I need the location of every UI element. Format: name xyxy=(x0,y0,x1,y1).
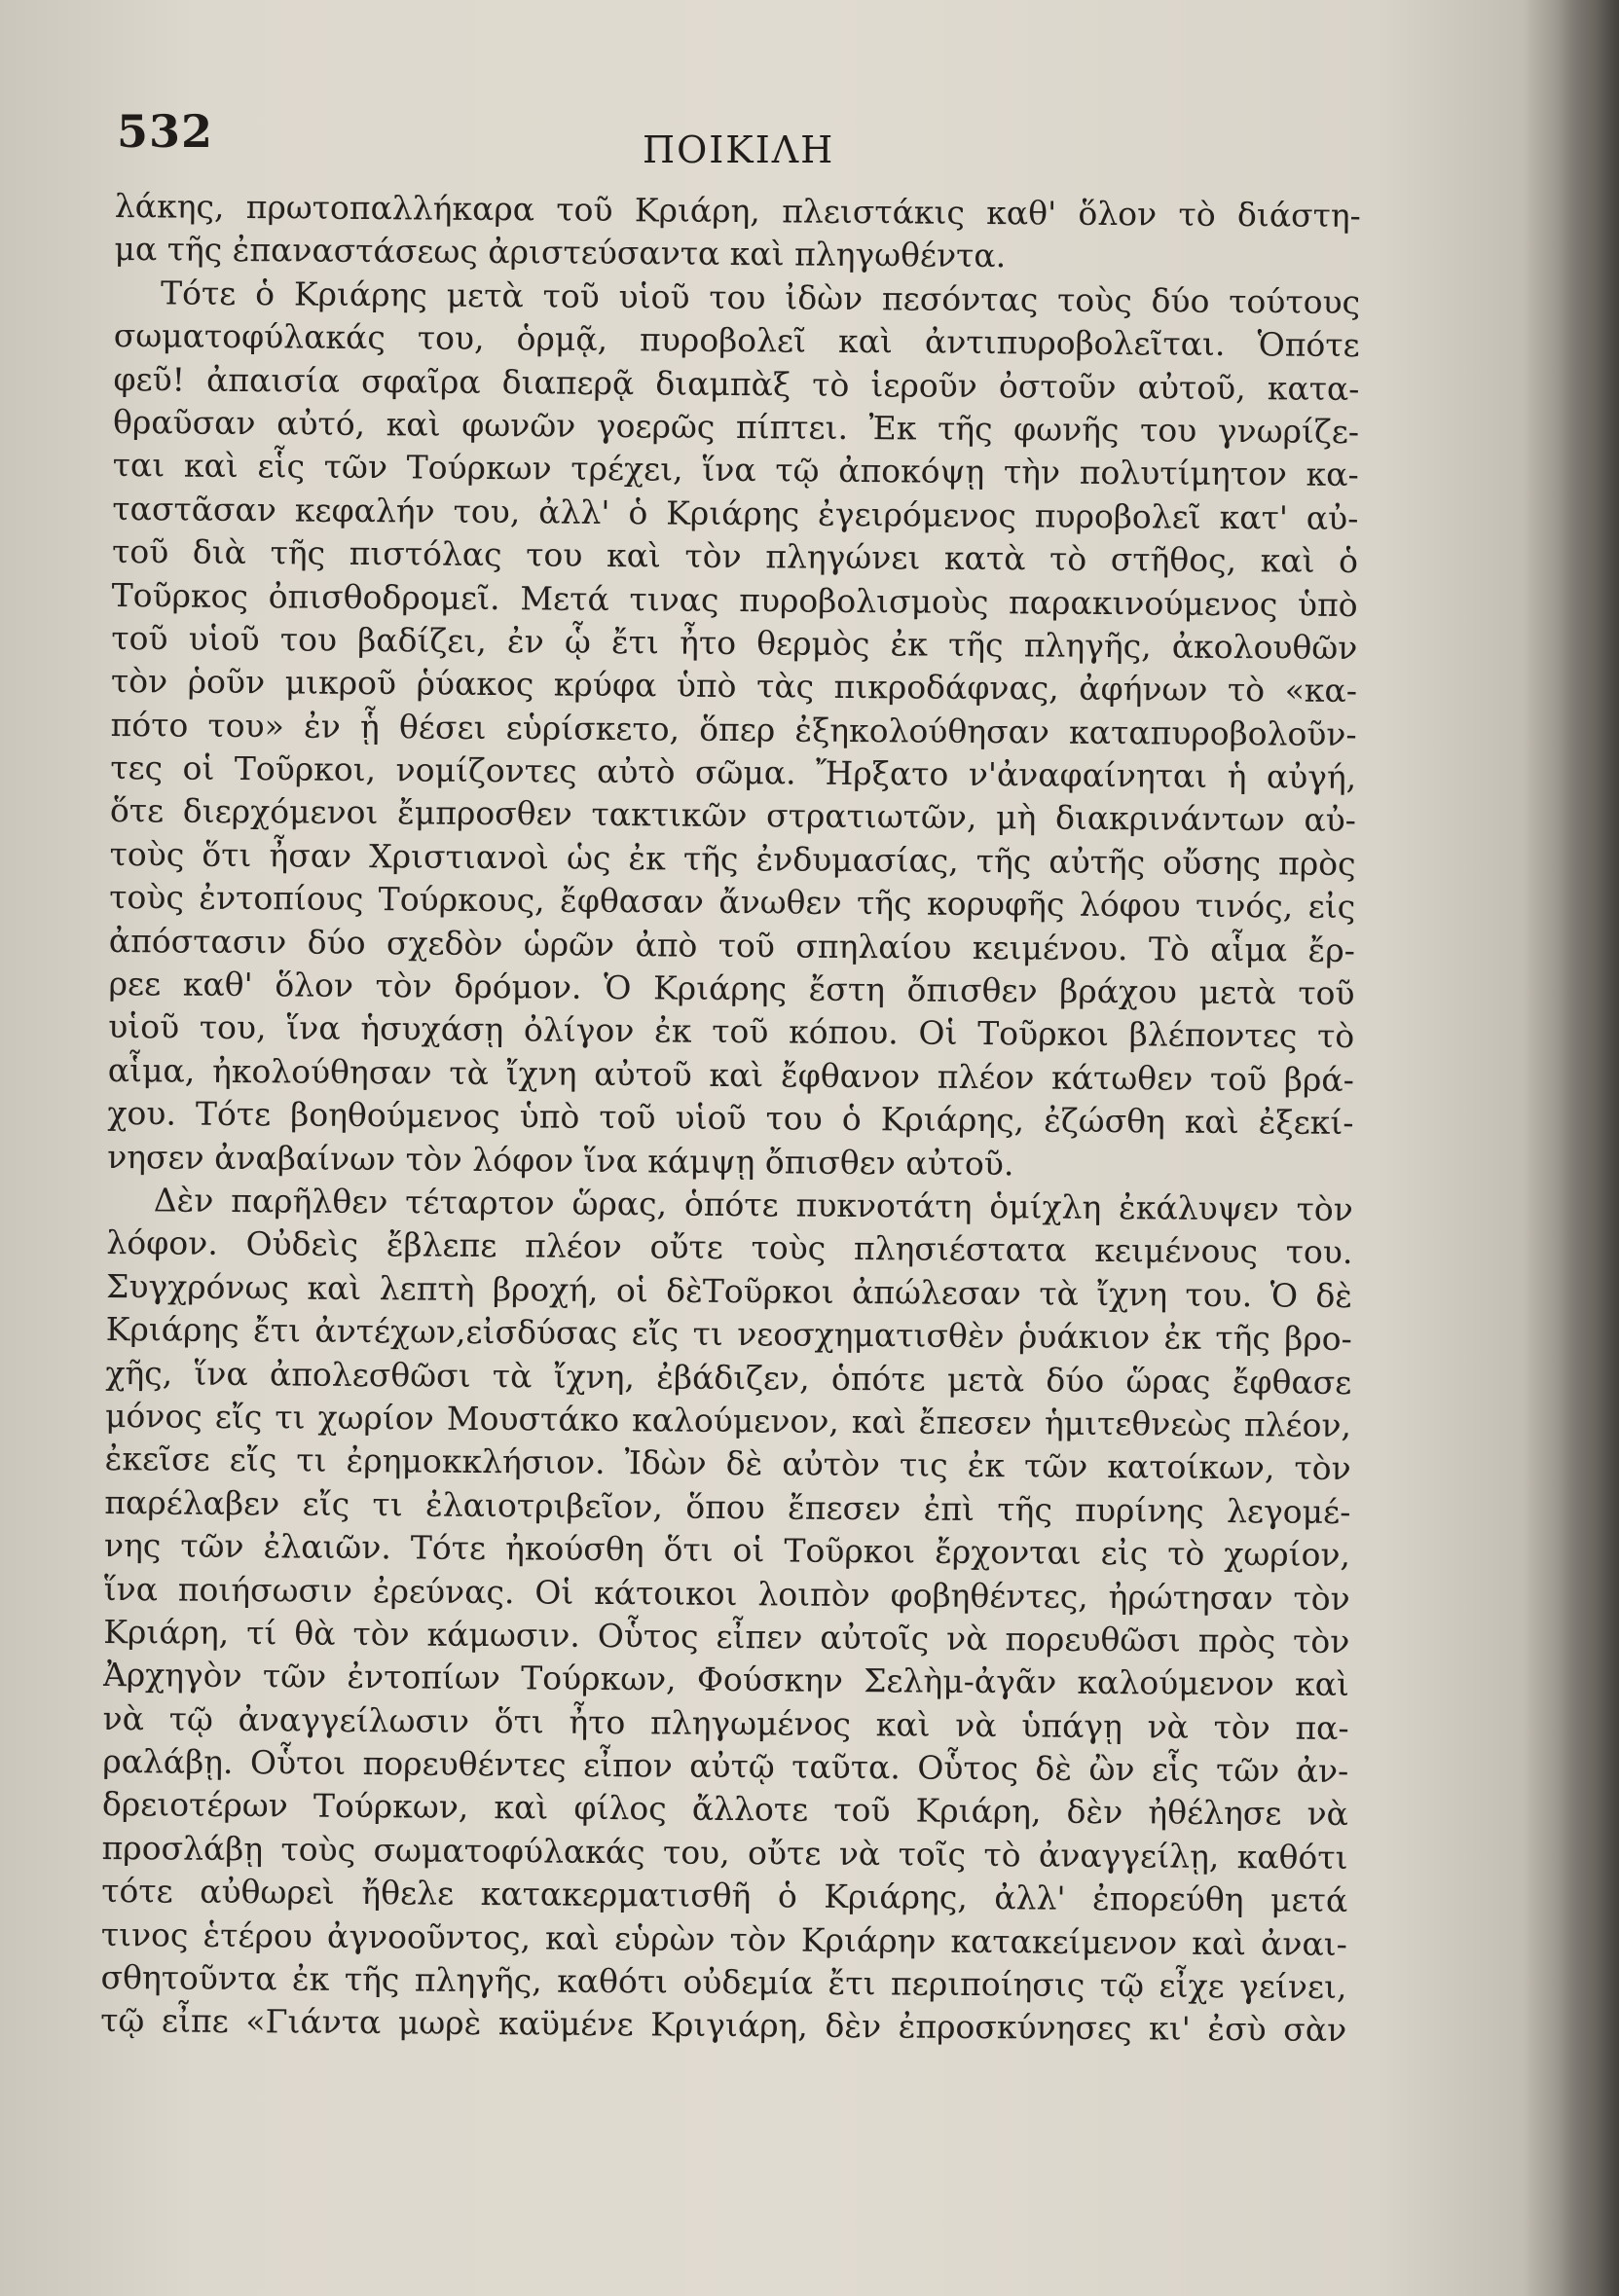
text-line: υἱοῦ του, ἵνα ἡσυχάσῃ ὀλίγον ἐκ τοῦ κόπου. Οἱ Τοῦρκοι βλέποντες τὸ xyxy=(108,1007,1355,1056)
text-line: τες οἱ Τοῦρκοι, νομίζοντες αὐτὸ σῶμα. Ἤρξατο ν'ἀναφαίνηται ἡ αὐγή, xyxy=(110,748,1357,797)
text-line: Τοῦρκος ὀπισθοδρομεῖ. Μετά τινας πυροβολισμοὺς παρακινούμενος ὑπὸ xyxy=(111,575,1358,624)
text-line: νὰ τῷ ἀναγγείλωσιν ὅτι ἦτο πληγωμένος καὶ νὰ ὑπάγῃ νὰ τὸν πα- xyxy=(102,1698,1349,1747)
text-line: τοὺς ἐντοπίους Τούρκους, ἔφθασαν ἄνωθεν τῆς κορυφῆς λόφου τινός, εἰς xyxy=(109,878,1356,927)
text-line: τῷ εἶπε «Γιάντα μωρὲ καϋμένε Κριγιάρη, δὲν ἐπροσκύνησες κι' ἐσὺ σὰν xyxy=(100,2001,1347,2050)
text-line: Τότε ὁ Κριάρης μετὰ τοῦ υἱοῦ του ἰδὼν πεσόντας τοὺς δύο τούτους xyxy=(160,273,1361,321)
text-line: προσλάβῃ τοὺς σωματοφύλακάς του, οὔτε νὰ τοῖς τὸ ἀναγγείλῃ, καθότι xyxy=(101,1828,1348,1877)
text-line: αἷμα, ἠκολούθησαν τὰ ἴχνη αὐτοῦ καὶ ἔφθανον πλέον κάτωθεν τοῦ βρά- xyxy=(107,1050,1354,1099)
text-line: ραλάβῃ. Οὗτοι πορευθέντες εἶπον αὐτῷ ταῦτα. Οὗτος δὲ ὢν εἷς τῶν ἀν- xyxy=(102,1742,1349,1791)
text-line: ρεε καθ' ὅλον τὸν δρόμον. Ὁ Κριάρης ἔστη ὄπισθεν βράχου μετὰ τοῦ xyxy=(108,965,1355,1013)
running-head: ΠΟΙΚΙΛΗ xyxy=(643,128,835,171)
text-line: τοῦ διὰ τῆς πιστόλας του καὶ τὸν πληγώνει κατὰ τὸ στῆθος, καὶ ὁ xyxy=(111,532,1359,581)
text-line: παρέλαβεν εἴς τι ἐλαιοτριβεῖον, ὅπου ἔπεσεν ἐπὶ τῆς πυρίνης λεγομέ- xyxy=(104,1482,1351,1531)
text-line: τινος ἑτέρου ἀγνοοῦντος, καὶ εὑρὼν τὸν Κριάρην κατακείμενον καὶ ἀναι- xyxy=(100,1914,1347,1963)
text-line: τοῦ υἱοῦ του βαδίζει, ἐν ᾧ ἔτι ἦτο θερμὸς ἐκ τῆς πληγῆς, ἀκολουθῶν xyxy=(111,618,1358,667)
text-line: σωματοφύλακάς του, ὁρμᾷ, πυροβολεῖ καὶ ἀντιπυροβολεῖται. Ὁπότε xyxy=(113,316,1360,365)
text-line: δρειοτέρων Τούρκων, καὶ φίλος ἄλλοτε τοῦ Κριάρη, δὲν ἠθέλησε νὰ xyxy=(101,1785,1349,1834)
text-line: Κριάρη, τί θὰ τὸν κάμωσιν. Οὗτος εἶπεν αὐτοῖς νὰ πορευθῶσι πρὸς τὸν xyxy=(103,1612,1350,1660)
text-line: νης τῶν ἐλαιῶν. Τότε ἠκούσθη ὅτι οἱ Τοῦρκοι ἔρχονται εἰς τὸ χωρίον, xyxy=(103,1526,1351,1575)
text-line: ται καὶ εἷς τῶν Τούρκων τρέχει, ἵνα τῷ ἀποκόψῃ τὴν πολυτίμητον κα- xyxy=(112,446,1359,494)
text-line: Συγχρόνως καὶ λεπτὴ βροχή, οἱ δὲΤοῦρκοι ἀπώλεσαν τὰ ἴχνη του. Ὁ δὲ xyxy=(105,1266,1353,1315)
text-line: τότε αὐθωρεὶ ἤθελε κατακερματισθῆ ὁ Κριάρης, ἀλλ' ἐπορεύθη μετά xyxy=(101,1872,1348,1920)
text-line: σθητοῦντα ἐκ τῆς πληγῆς, καθότι οὐδεμία ἔτι περιποίησις τῷ εἶχε γείνει, xyxy=(100,1957,1347,2007)
text-line: ὅτε διερχόμενοι ἔμπροσθεν τακτικῶν στρατιωτῶν, μὴ διακρινάντων αὐ- xyxy=(109,791,1357,840)
page-number: 532 xyxy=(117,105,214,158)
text-line: φεῦ! ἀπαισία σφαῖρα διαπερᾷ διαμπὰξ τὸ ἱεροῦν ὀστοῦν αὐτοῦ, κατα- xyxy=(113,359,1360,408)
text-line: ταστᾶσαν κεφαλήν του, ἀλλ' ὁ Κριάρης ἐγειρόμενος πυροβολεῖ κατ' αὐ- xyxy=(112,489,1359,537)
text-line: θραῦσαν αὐτό, καὶ φωνῶν γοερῶς πίπτει. Ἐκ τῆς φωνῆς του γνωρίζε- xyxy=(112,402,1360,451)
page-header xyxy=(117,97,1363,175)
text-line: τὸν ῥοῦν μικροῦ ῥύακος κρύφα ὑπὸ τὰς πικροδάφνας, ἀφήνων τὸ «κα- xyxy=(110,662,1358,711)
text-line: ἀπόστασιν δύο σχεδὸν ὡρῶν ἀπὸ τοῦ σπηλαίου κειμένου. Τὸ αἷμα ἔρ- xyxy=(108,921,1356,969)
text-line: πότο του» ἐν ᾗ θέσει εὑρίσκετο, ὅπερ ἐξηκολούθησαν καταπυροβολοῦν- xyxy=(110,705,1357,753)
text-line: Ἀρχηγὸν τῶν ἐντοπίων Τούρκων, Φούσκην Σελὴμ-ἀγᾶν καλούμενον καὶ xyxy=(102,1656,1350,1704)
text-line: Δὲν παρῆλθεν τέταρτον ὥρας, ὁπότε πυκνοτάτη ὁμίχλη ἐκάλυψεν τὸν xyxy=(153,1181,1353,1229)
page-binding-shadow xyxy=(1559,0,1619,2296)
text-line: λάκης, πρωτοπαλλήκαρα τοῦ Κριάρη, πλειστάκις καθ' ὅλον τὸ διάστη- xyxy=(114,186,1361,236)
text-line: λόφον. Οὐδεὶς ἔβλεπε πλέον οὔτε τοὺς πλησιέστατα κειμένους του. xyxy=(106,1223,1353,1272)
text-line: Κριάρης ἔτι ἀντέχων,εἰσδύσας εἴς τι νεοσχηματισθὲν ῥυάκιον ἐκ τῆς βρο- xyxy=(105,1310,1352,1359)
text-line: ἵνα ποιήσωσιν ἐρεύνας. Οἱ κάτοικοι λοιπὸν φοβηθέντες, ἠρώτησαν τὸν xyxy=(103,1569,1350,1618)
text-line: νησεν ἀναβαίνων τὸν λόφον ἵνα κάμψῃ ὄπισθεν αὐτοῦ. xyxy=(107,1137,1014,1183)
text-line: χῆς, ἵνα ἀπολεσθῶσι τὰ ἴχνη, ἐβάδιζεν, ὁπότε μετὰ δύο ὥρας ἔφθασε xyxy=(105,1353,1352,1402)
text-line: μα τῆς ἐπαναστάσεως ἀριστεύσαντα καὶ πληγωθέντα. xyxy=(114,230,1007,275)
text-line: τοὺς ὅτι ἦσαν Χριστιανοὶ ὡς ἐκ τῆς ἐνδυμασίας, τῆς αὐτῆς οὔσης πρὸς xyxy=(109,834,1356,883)
text-line: μόνος εἴς τι χωρίον Μουστάκο καλούμενον, καὶ ἔπεσεν ἡμιτεθνεὼς πλέον, xyxy=(104,1396,1352,1444)
text-line: ἐκεῖσε εἴς τι ἐρημοκκλήσιον. Ἰδὼν δὲ αὐτὸν τις ἐκ τῶν κατοίκων, τὸν xyxy=(104,1440,1351,1488)
text-line: χου. Τότε βοηθούμενος ὑπὸ τοῦ υἱοῦ του ὁ Κριάρης, ἐζώσθη καὶ ἐξεκί- xyxy=(107,1094,1354,1143)
body-text xyxy=(98,185,1361,2258)
